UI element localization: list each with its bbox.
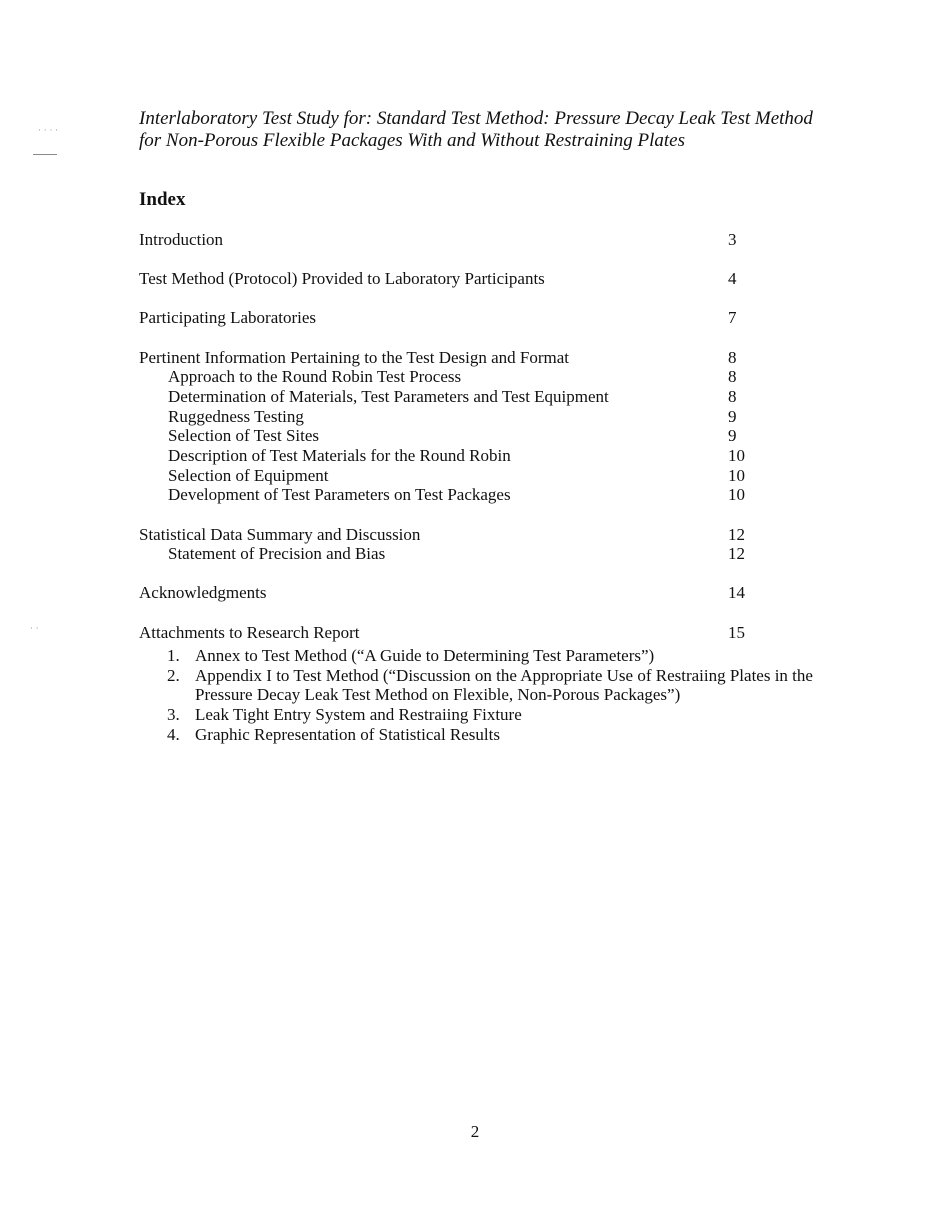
toc-entry-label: Attachments to Research Report <box>139 622 360 642</box>
toc-entry-page: 8 <box>728 347 737 367</box>
toc-entry-page: 14 <box>728 583 745 603</box>
title-line-1: Interlaboratory Test Study for: Standard Test Method: Pressure Decay Leak Test Method <box>139 108 813 129</box>
toc-subentry-page: 8 <box>728 367 737 387</box>
toc-subentry-page: 9 <box>728 406 737 426</box>
toc-subentry-label: Statement of Precision and Bias <box>168 544 386 564</box>
toc-subentry-label: Description of Test Materials for the Round Robin <box>168 446 511 465</box>
attachment-text-continued: Pressure Decay Leak Test Method on Flexible, Non-Porous Packages”) <box>195 685 681 705</box>
toc-subentry-page: 10 <box>728 485 745 505</box>
attachment-number: 1. <box>167 646 180 665</box>
toc-subentry <box>139 387 839 407</box>
toc-subentry-label: Approach to the Round Robin Test Process <box>168 367 462 387</box>
toc-entry-label: Pertinent Information Pertaining to the Test Design and Format <box>139 347 570 367</box>
toc-subentry-label: Selection of Test Sites <box>168 426 320 446</box>
attachment-number: 4. <box>167 724 180 744</box>
toc-entry-page: 3 <box>728 230 737 249</box>
toc-entry <box>139 230 839 250</box>
attachment-item <box>167 666 847 705</box>
page-number: 2 <box>470 1122 480 1141</box>
toc-entry-label: Statistical Data Summary and Discussion <box>139 524 421 544</box>
attachment-item <box>167 646 847 666</box>
document-title <box>139 108 859 152</box>
toc-entry <box>139 269 839 289</box>
scan-artifact: · · · · <box>38 126 59 136</box>
toc-subentry-page: 12 <box>728 544 745 564</box>
toc-subentry <box>139 544 839 564</box>
toc-subentry-page: 10 <box>728 446 745 465</box>
table-of-contents <box>139 230 839 662</box>
toc-entry <box>139 348 839 368</box>
toc-group-acknowledgments <box>139 583 839 603</box>
attachment-text: Leak Tight Entry System and Restraiing Fixture <box>195 705 522 725</box>
toc-subentry <box>139 426 839 446</box>
toc-entry-page: 4 <box>728 269 737 289</box>
toc-group-participating <box>139 308 839 328</box>
toc-subentry-page: 10 <box>728 465 745 485</box>
toc-subentry <box>139 485 839 505</box>
toc-group-attachments <box>139 623 839 643</box>
attachment-number: 3. <box>167 705 180 725</box>
attachments-list <box>167 646 847 745</box>
attachment-text: Appendix I to Test Method (“Discussion on the Appropriate Use of Restraiing Plates in the <box>195 665 813 685</box>
toc-entry-label: Participating Laboratories <box>139 308 317 328</box>
toc-subentry-label: Determination of Materials, Test Parameters and Test Equipment <box>168 386 609 406</box>
title-line-2: for Non-Porous Flexible Packages With and Without Restraining Plates <box>139 130 686 151</box>
toc-entry-page: 15 <box>728 622 745 642</box>
scan-artifact: · · <box>30 624 39 634</box>
scan-artifact-line <box>33 154 57 155</box>
toc-subentry <box>139 407 839 427</box>
toc-entry <box>139 583 839 603</box>
toc-entry-page: 12 <box>728 524 745 544</box>
toc-subentry-label: Selection of Equipment <box>168 465 329 485</box>
toc-subentry-page: 8 <box>728 386 737 406</box>
toc-entry-page: 7 <box>728 308 737 328</box>
toc-group-test-method <box>139 269 839 289</box>
toc-subentry-label: Ruggedness Testing <box>168 406 304 426</box>
index-heading: Index <box>139 189 186 210</box>
toc-group-introduction <box>139 230 839 250</box>
attachment-text: Graphic Representation of Statistical Results <box>195 724 500 744</box>
toc-entry-label: Acknowledgments <box>139 583 267 603</box>
attachment-item <box>167 725 847 745</box>
attachment-text: Annex to Test Method (“A Guide to Determining Test Parameters”) <box>195 646 655 665</box>
toc-subentry-label: Development of Test Parameters on Test Packages <box>168 485 511 505</box>
toc-group-statistical <box>139 525 839 564</box>
toc-subentry <box>139 446 839 466</box>
toc-subentry-page: 9 <box>728 426 737 446</box>
toc-entry <box>139 308 839 328</box>
attachment-item <box>167 705 847 725</box>
toc-subentry <box>139 466 839 486</box>
toc-entry <box>139 525 839 545</box>
toc-entry-label: Introduction <box>139 230 224 249</box>
toc-entry-label: Test Method (Protocol) Provided to Laboratory Participants <box>139 269 545 289</box>
toc-entry <box>139 623 839 643</box>
attachment-number: 2. <box>167 665 180 685</box>
toc-group-pertinent <box>139 348 839 506</box>
toc-subentry <box>139 367 839 387</box>
